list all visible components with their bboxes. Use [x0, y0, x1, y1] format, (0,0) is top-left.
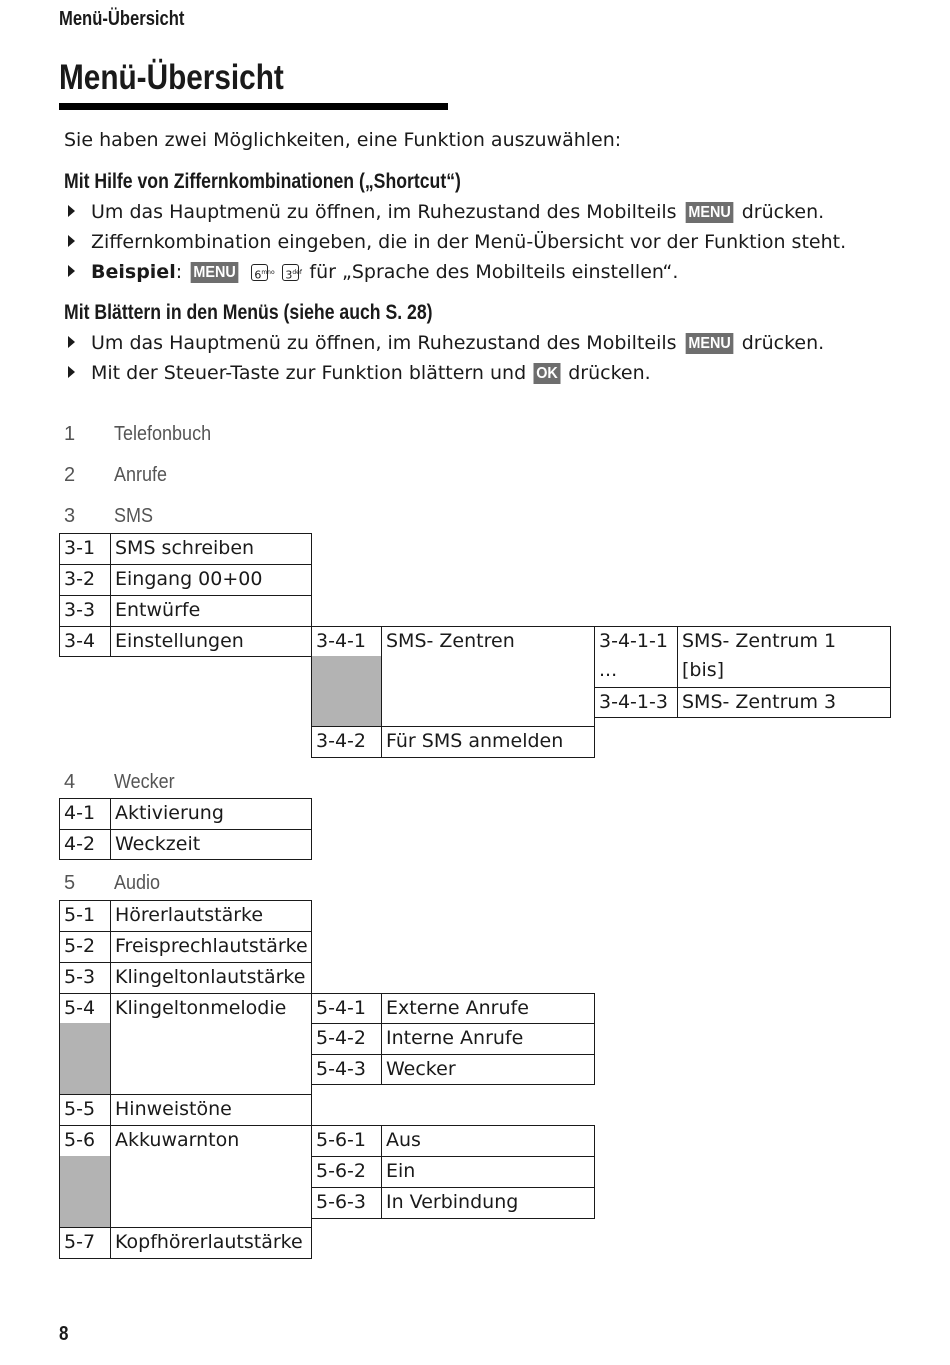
table-cell-num: 3-2 [59, 564, 111, 596]
bullet-arrow-icon [68, 336, 75, 348]
table-cell-label: SMS- Zentrum 3 [677, 687, 891, 718]
table-spacer-gray [59, 1023, 111, 1095]
bullet-arrow-icon [68, 366, 75, 378]
ok-key: OK [534, 363, 561, 384]
digit-3-key-icon: $3^{def}$ [282, 264, 299, 281]
table-cell-label: Kopfhörerlautstärke [110, 1227, 312, 1259]
table-cell-num: 5-6 [59, 1125, 111, 1157]
table-spacer-gray [59, 1156, 111, 1228]
bullet-scroll: Mit der Steuer-Taste zur Funktion blättern und OK drücken. [64, 362, 651, 384]
table-cell-label: Klingeltonlautstärke [110, 962, 312, 994]
table-cell-num: 3-3 [59, 595, 111, 627]
table-cell-label: Freisprechlautstärke [110, 931, 312, 963]
page-number: 8 [59, 1323, 69, 1345]
bullet-enter-digits: Ziffernkombination eingeben, die in der Menü-Übersicht vor der Funktion steht. [64, 231, 846, 253]
menu-num-4: 4 [64, 771, 76, 793]
table-cell-num: 5-2 [59, 931, 111, 963]
table-cell-label: Hörerlautstärke [110, 900, 312, 932]
menu-num-3: 3 [64, 505, 76, 527]
table-cell-num: 3-4-1-1 [594, 626, 678, 657]
table-spacer [110, 1156, 312, 1228]
table-cell-label: Entwürfe [110, 595, 312, 627]
table-cell-label: Für SMS anmelden [381, 726, 595, 758]
bullet-arrow-icon [68, 205, 75, 217]
menu-key: MENU [685, 333, 733, 354]
table-cell-num: 3-4-1-3 [594, 687, 678, 718]
table-cell-num: 3-1 [59, 533, 111, 565]
table-cell-num: 3-4-2 [311, 726, 382, 758]
running-header: Menü-Übersicht [59, 8, 185, 30]
bullet-arrow-icon [68, 235, 75, 247]
bullet-example: Beispiel: MENU $6^{mno}$ $3^{def}$ für „Sprache des Mobilteils einstellen“. [64, 261, 678, 283]
menu-num-5: 5 [64, 872, 76, 894]
table-spacer [381, 656, 595, 727]
table-spacer [110, 1023, 312, 1095]
table-cell-num: 5-4-3 [311, 1054, 382, 1085]
table-cell-num: 5-1 [59, 900, 111, 932]
table-cell-label: Einstellungen [110, 626, 312, 657]
bullet-open-menu-2: Um das Hauptmenü zu öffnen, im Ruhezustand des Mobilteils MENU drücken. [64, 332, 824, 354]
section-browse-title: Mit Blättern in den Menüs (siehe auch S. 28) [64, 301, 433, 324]
bullet-open-menu: Um das Hauptmenü zu öffnen, im Ruhezustand des Mobilteils MENU drücken. [64, 201, 824, 223]
table-cell-num: 5-3 [59, 962, 111, 994]
menu-num-1: 1 [64, 423, 76, 445]
table-cell-label: In Verbindung [381, 1187, 595, 1219]
menu-label-wecker: Wecker [114, 771, 175, 793]
table-spacer-gray [311, 656, 382, 727]
table-cell-num: 4-1 [59, 798, 111, 830]
table-cell-label: Aktivierung [110, 798, 312, 830]
table-cell-label: Eingang 00+00 [110, 564, 312, 596]
table-cell-num: 3-4-1 [311, 626, 382, 657]
table-cell-num: 5-6-2 [311, 1156, 382, 1188]
menu-key: MENU [191, 262, 239, 283]
table-cell-num: 5-7 [59, 1227, 111, 1259]
table-cell-num: 5-6-1 [311, 1125, 382, 1157]
bullet-arrow-icon [68, 265, 75, 277]
table-cell-label: [bis] [677, 656, 891, 688]
table-cell-label: Weckzeit [110, 829, 312, 860]
page-title: Menü-Übersicht [59, 58, 284, 97]
table-cell-num: 3-4 [59, 626, 111, 657]
menu-num-2: 2 [64, 464, 76, 486]
menu-label-sms: SMS [114, 505, 154, 527]
table-cell-label: Aus [381, 1125, 595, 1157]
table-cell-label: Interne Anrufe [381, 1023, 595, 1055]
table-cell-num: 5-4-1 [311, 993, 382, 1024]
table-cell-num: 4-2 [59, 829, 111, 860]
section-shortcut-title: Mit Hilfe von Ziffernkombinationen („Shortcut“) [64, 170, 461, 193]
menu-label-anrufe: Anrufe [114, 464, 168, 486]
table-cell-label: Akkuwarnton [110, 1125, 312, 1157]
menu-key: MENU [685, 202, 733, 223]
menu-label-telefonbuch: Telefonbuch [114, 423, 212, 445]
table-cell-label: Klingeltonmelodie [110, 993, 312, 1024]
table-cell-label: Externe Anrufe [381, 993, 595, 1024]
table-cell-num: 5-4-2 [311, 1023, 382, 1055]
table-cell-num: 5-6-3 [311, 1187, 382, 1219]
table-cell-num: 5-4 [59, 993, 111, 1024]
table-cell-label: SMS- Zentren [381, 626, 595, 657]
menu-label-audio: Audio [114, 872, 161, 894]
title-underline [59, 103, 448, 110]
digit-6-key-icon: $6^{mno}$ [251, 264, 268, 281]
table-cell-num: ... [594, 656, 678, 688]
table-cell-label: Hinweistöne [110, 1094, 312, 1126]
table-cell-label: Wecker [381, 1054, 595, 1085]
table-cell-num: 5-5 [59, 1094, 111, 1126]
table-cell-label: Ein [381, 1156, 595, 1188]
intro-text: Sie haben zwei Möglichkeiten, eine Funktion auszuwählen: [64, 129, 622, 151]
table-cell-label: SMS schreiben [110, 533, 312, 565]
table-cell-label: SMS- Zentrum 1 [677, 626, 891, 657]
